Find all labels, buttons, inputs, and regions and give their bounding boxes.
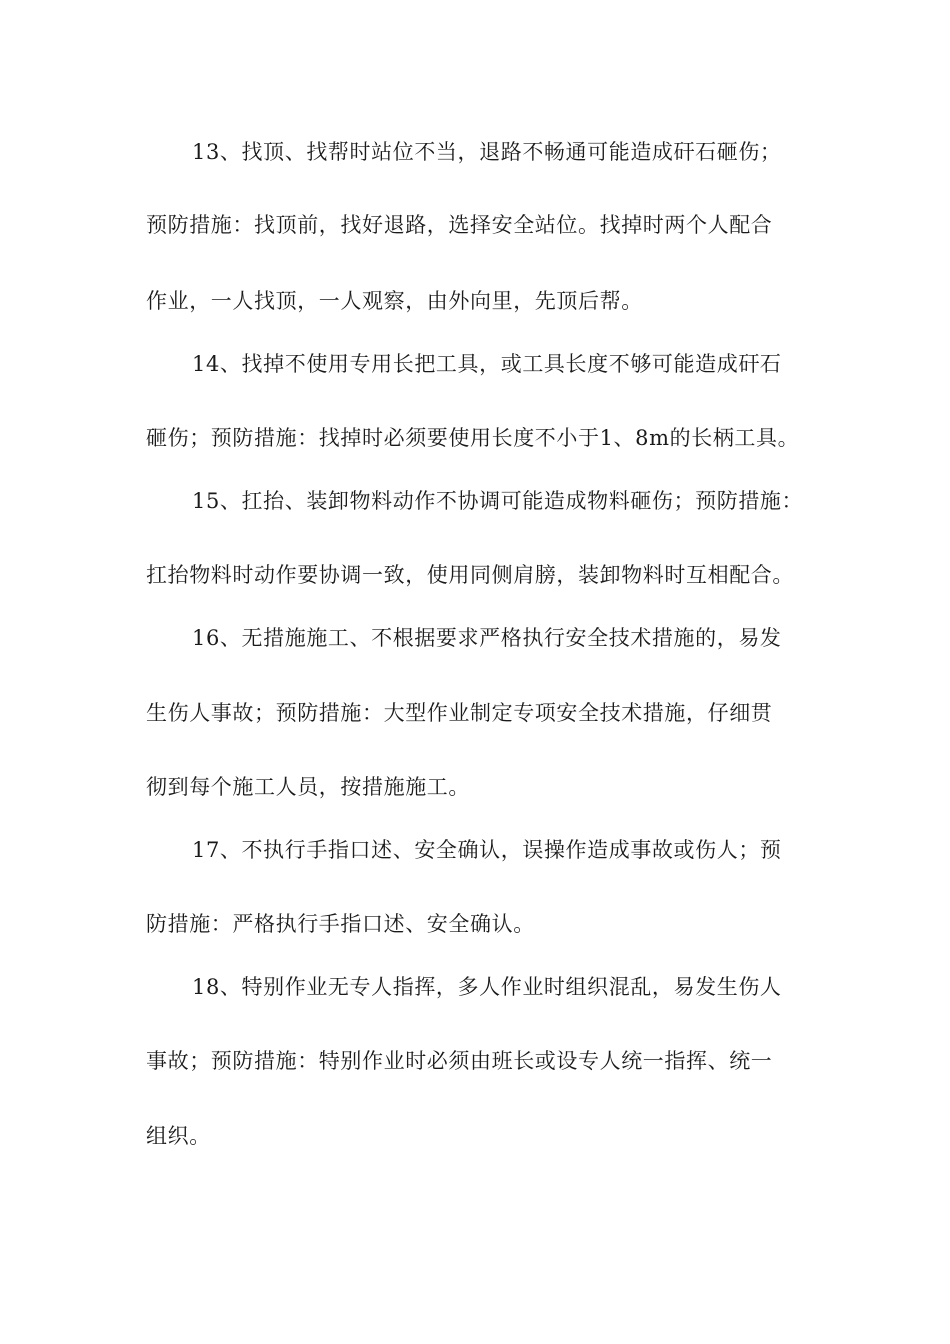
paragraph-16-line-1: 16、无措施施工、不根据要求严格执行安全技术措施的，易发 [192,626,782,650]
paragraph-18-line-1: 18、特别作业无专人指挥，多人作业时组织混乱，易发生伤人 [192,975,782,999]
paragraph-17-line-2: 防措施：严格执行手指口述、安全确认。 [146,912,535,936]
paragraph-18-line-3: 组织。 [146,1124,211,1148]
paragraph-13-line-1: 13、找顶、找帮时站位不当，退路不畅通可能造成矸石砸伤； [192,140,782,164]
paragraph-18-line-2: 事故；预防措施：特别作业时必须由班长或设专人统一指挥、统一 [146,1049,773,1073]
paragraph-14-line-1: 14、找掉不使用专用长把工具，或工具长度不够可能造成矸石 [192,352,782,376]
paragraph-15-line-1: 15、扛抬、装卸物料动作不协调可能造成物料砸伤；预防措施： [192,489,804,513]
paragraph-14-line-2: 砸伤；预防措施：找掉时必须要使用长度不小于1、8m的长柄工具。 [146,426,800,450]
paragraph-13-line-2: 预防措施：找顶前，找好退路，选择安全站位。找掉时两个人配合 [146,213,773,237]
paragraph-16-line-3: 彻到每个施工人员，按措施施工。 [146,775,470,799]
paragraph-16-line-2: 生伤人事故；预防措施：大型作业制定专项安全技术措施，仔细贯 [146,701,773,725]
paragraph-17-line-1: 17、不执行手指口述、安全确认，误操作造成事故或伤人；预 [192,838,782,862]
paragraph-15-line-2: 扛抬物料时动作要协调一致，使用同侧肩膀，装卸物料时互相配合。 [146,563,794,587]
paragraph-13-line-3: 作业，一人找顶，一人观察，由外向里，先顶后帮。 [146,289,643,313]
